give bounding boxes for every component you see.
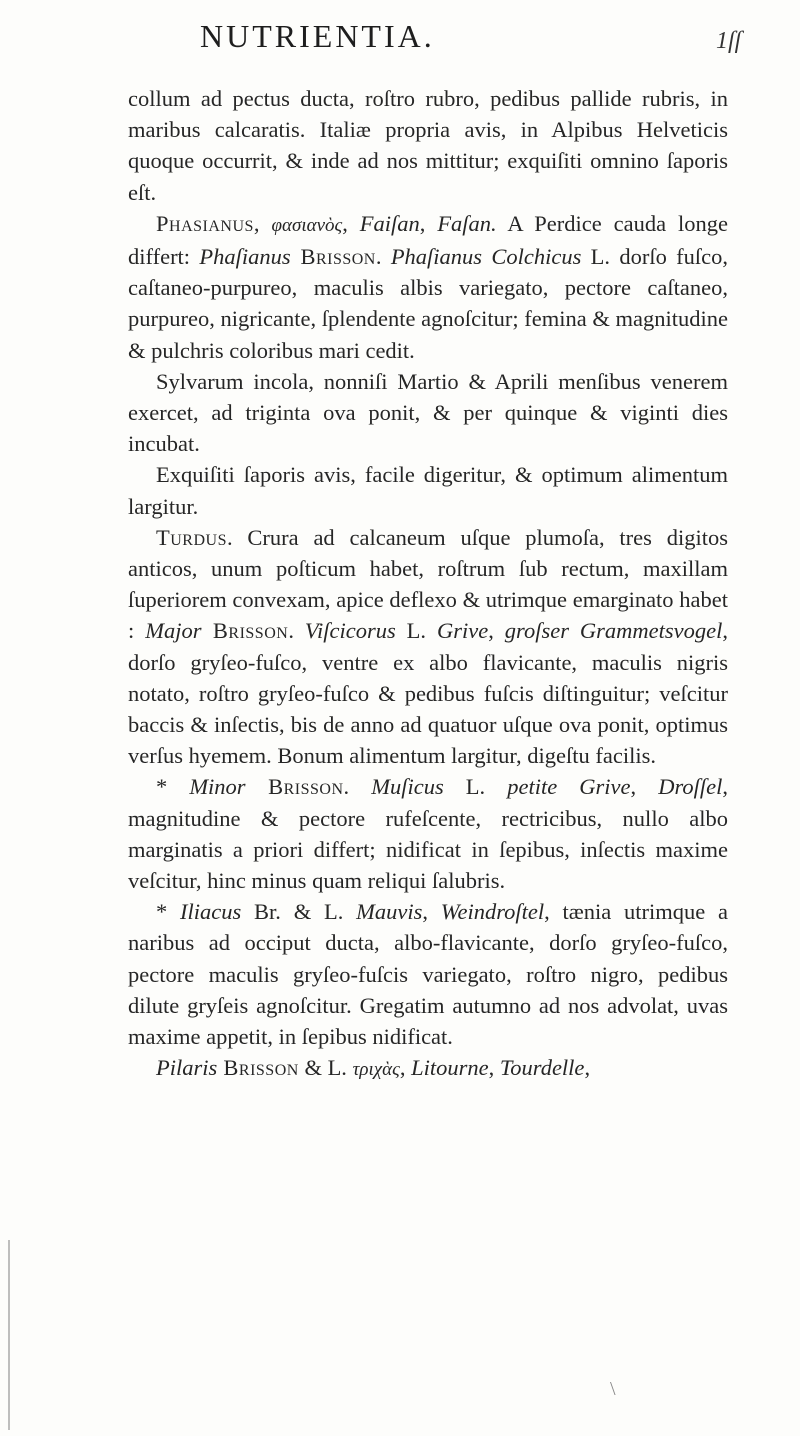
text-segment: collum ad pectus ducta, roſtro rubro, pedibus pallide rubris, in maribus calcaratis. Italiæ propria avis, in Alpibus Helveticis quoque occurrit, & inde ad nos mittitur; exquiſiti omnino ſaporis eſt. [128,86,728,205]
text-segment: , [584,1055,591,1081]
italic-term: Faſan. [437,210,497,236]
paragraph [128,522,728,772]
text-segment: Br. & L. [241,899,357,925]
small-caps-term: Brisson [245,774,344,800]
text-segment: , [342,210,360,236]
small-caps-term: Phasianus [156,210,254,236]
text-segment: , [253,210,272,236]
greek-term: φασιανὸς [271,214,343,236]
paragraph [128,771,728,896]
text-segment: . [375,244,391,270]
italic-term: Major [145,618,202,644]
small-caps-term: Turdus [156,524,227,550]
text-segment: . [343,774,372,800]
page-header [0,18,800,68]
paragraph [128,1052,728,1085]
italic-term: Droſſel [658,774,723,800]
italic-term: groſser Grammetsvogel [504,618,723,644]
page-number: 1ſſ [716,28,742,54]
text-segment: * [156,899,181,925]
body-text [128,83,728,1086]
text-segment: Exquiſiti ſaporis avis, facile digeritur, & optimum alimentum largitur. [128,462,728,519]
text-segment: L. [395,618,437,644]
paragraph [128,366,728,460]
italic-term: Grive [436,618,489,644]
small-caps-term: Brisson [290,244,376,270]
text-segment: . [288,618,305,644]
text-segment: , tænia utrimque a naribus ad occiput ducta, albo-flavicante, dorſo gryſeo-fuſco, pectore maculis gryſeo-fuſcis variegato, roſtro nigro, pedibus dilute gryſeis agnoſcitur. Gregatim autumno ad nos advolat, uvas maxime appetit, in ſepibus nidificat. [128,899,729,1050]
italic-term: Minor [189,774,246,800]
italic-term: Tourdelle [499,1055,585,1081]
paragraph [128,208,728,366]
text-segment: , [488,1055,500,1081]
text-segment: , magnitudine & pectore rufeſcente, rectricibus, nullo albo marginatis a priori differt; nidificat in ſepibus, inſectis maxime veſcitur, hinc minus quam reliqui ſalubris. [128,774,728,894]
paragraph [128,896,728,1052]
italic-term: Pilaris [156,1055,218,1081]
italic-term: Muſicus [371,774,444,800]
text-segment: L. [443,774,508,800]
text-segment: , [419,210,438,236]
text-segment: , [422,899,441,925]
greek-term: τριχὰς [352,1059,400,1081]
text-segment: , [630,774,659,800]
text-segment: , [399,1055,412,1081]
text-segment: A Perdice cauda longe differt: [128,210,729,270]
italic-term: Phaſianus Colchicus [390,244,582,270]
text-segment: L. dorſo fuſco, caſtaneo-purpureo, maculis albis variegato, pectore caſtaneo, purpureo, nigricante, ſplendente agnoſcitur; femina & magnitudine & pulchris coloribus mari cedit. [128,244,729,363]
italic-term: Viſcicorus [304,618,396,644]
paragraph [128,459,728,521]
italic-term: Phaſianus [199,244,291,270]
italic-term: Mauvis [356,899,423,925]
italic-term: petite Grive [507,774,631,800]
italic-term: Faiſan [359,210,420,236]
italic-term: Litourne [411,1055,489,1081]
running-title: NUTRIENTIA. [200,18,435,54]
text-segment: & L. [298,1055,353,1081]
small-caps-term: Brisson [201,618,289,644]
stray-mark: \ [610,1378,616,1400]
text-segment: , [488,618,505,644]
paragraph [128,83,728,208]
text-segment: , dorſo gryſeo-fuſco, ventre ex albo flavicante, maculis nigris notato, roſtro gryſeo-fuſco & pedibus fuſcis diſtinguitur; veſcitur baccis & inſectis, bis de anno ad quatuor uſque ova ponit, optimus verſus hyemem. Bonum alimentum largitur, digeſtu facilis. [128,618,729,769]
text-segment: . Crura ad calcaneum uſque plumoſa, tres digitos anticos, unum poſticum habet, roſtrum ſub rectum, maxillam ſuperiorem convexam, apice deflexo & utrimque emarginato habet : [128,524,728,644]
small-caps-term: Brisson [217,1055,299,1081]
italic-term: Weindroſtel [440,899,545,925]
text-segment: * [156,774,190,800]
margin-rule [8,1240,10,1430]
text-segment: Sylvarum incola, nonniſi Martio & Aprili menſibus venerem exercet, ad triginta ova ponit, & per quinque & viginti dies incubat. [128,368,728,457]
italic-term: Iliacus [180,899,242,925]
